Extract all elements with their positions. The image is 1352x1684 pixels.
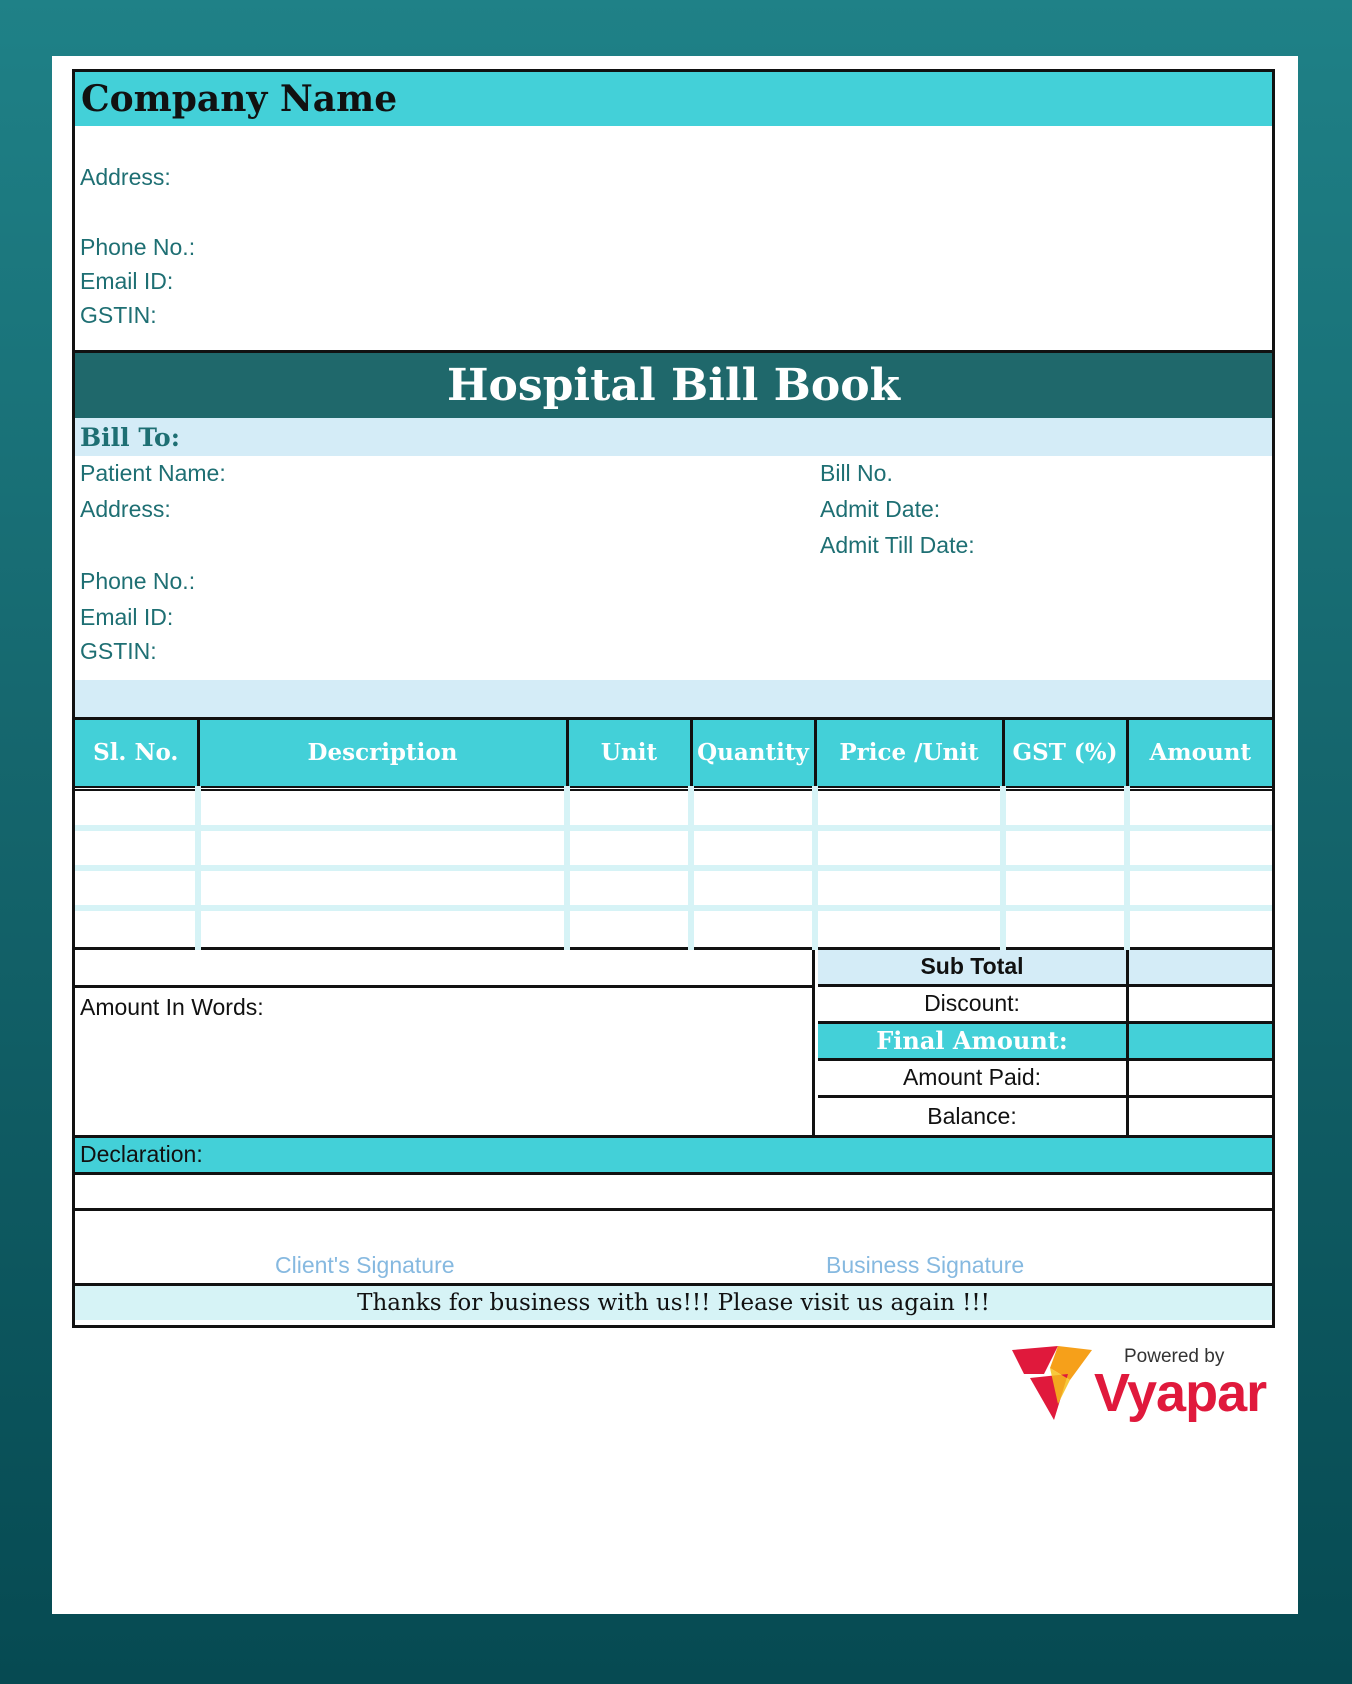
final-amount-label: Final Amount: bbox=[818, 1024, 1129, 1058]
declaration-field[interactable] bbox=[75, 1175, 1272, 1211]
balance-label: Balance: bbox=[818, 1098, 1129, 1135]
amount-paid-row bbox=[818, 1061, 1272, 1098]
company-phone-label: Phone No.: bbox=[80, 234, 196, 260]
bill-to-heading: Bill To: bbox=[75, 418, 1272, 456]
sub-total-label: Sub Total bbox=[818, 950, 1129, 984]
balance-value[interactable] bbox=[1129, 1098, 1272, 1135]
discount-value[interactable] bbox=[1129, 987, 1272, 1021]
table-cell[interactable] bbox=[1003, 788, 1127, 828]
amount-in-words-label: Amount In Words: bbox=[80, 993, 264, 1020]
summary-table bbox=[818, 950, 1272, 1135]
document-title: Hospital Bill Book bbox=[75, 350, 1272, 418]
admit-till-date-label: Admit Till Date: bbox=[820, 532, 975, 558]
table-row bbox=[75, 788, 1272, 828]
table-cell[interactable] bbox=[198, 908, 567, 948]
sub-total-value[interactable] bbox=[1129, 950, 1272, 984]
table-cell[interactable] bbox=[567, 788, 691, 828]
patient-email-label: Email ID: bbox=[80, 604, 174, 630]
col-unit: Unit bbox=[567, 720, 691, 788]
company-gstin-label: GSTIN: bbox=[80, 302, 157, 328]
table-cell[interactable] bbox=[1127, 788, 1272, 828]
amount-paid-label: Amount Paid: bbox=[818, 1061, 1129, 1095]
table-cell[interactable] bbox=[1003, 908, 1127, 948]
vyapar-brand: Vyapar bbox=[1094, 1363, 1267, 1423]
signature-area bbox=[75, 1211, 1272, 1286]
table-row bbox=[75, 868, 1272, 908]
table-cell[interactable] bbox=[1003, 828, 1127, 868]
table-cell[interactable] bbox=[691, 908, 815, 948]
words-blank-row bbox=[75, 950, 812, 988]
col-description: Description bbox=[198, 720, 567, 788]
admit-date-label: Admit Date: bbox=[820, 496, 941, 522]
bill-to-details bbox=[75, 456, 1272, 680]
powered-by-text: Powered by bbox=[1124, 1346, 1225, 1367]
table-cell[interactable] bbox=[75, 908, 198, 948]
table-cell[interactable] bbox=[691, 868, 815, 908]
table-row bbox=[75, 908, 1272, 948]
patient-phone-label: Phone No.: bbox=[80, 568, 196, 594]
bill-no-label: Bill No. bbox=[820, 460, 893, 486]
table-cell[interactable] bbox=[691, 788, 815, 828]
table-cell[interactable] bbox=[198, 828, 567, 868]
items-table bbox=[75, 720, 1272, 950]
items-header-row bbox=[75, 720, 1272, 788]
business-signature-label: Business Signature bbox=[826, 1251, 1025, 1278]
discount-label: Discount: bbox=[818, 987, 1129, 1021]
amount-paid-value[interactable] bbox=[1129, 1061, 1272, 1095]
col-sl-no: Sl. No. bbox=[75, 720, 198, 788]
invoice-page bbox=[52, 56, 1298, 1614]
final-amount-value[interactable] bbox=[1129, 1024, 1272, 1058]
table-cell[interactable] bbox=[815, 908, 1003, 948]
company-name: Company Name bbox=[75, 72, 1272, 126]
table-cell[interactable] bbox=[567, 868, 691, 908]
table-cell[interactable] bbox=[198, 788, 567, 828]
col-price-unit: Price /Unit bbox=[815, 720, 1003, 788]
table-cell[interactable] bbox=[815, 828, 1003, 868]
sub-total-row bbox=[818, 950, 1272, 987]
patient-address-label: Address: bbox=[80, 496, 171, 522]
table-cell[interactable] bbox=[75, 868, 198, 908]
table-cell[interactable] bbox=[691, 828, 815, 868]
table-cell[interactable] bbox=[75, 788, 198, 828]
table-cell[interactable] bbox=[815, 868, 1003, 908]
table-cell[interactable] bbox=[1127, 908, 1272, 948]
table-cell[interactable] bbox=[1127, 828, 1272, 868]
vyapar-mark-icon bbox=[1010, 1344, 1094, 1422]
table-cell[interactable] bbox=[75, 828, 198, 868]
patient-name-label: Patient Name: bbox=[80, 460, 226, 486]
col-amount: Amount bbox=[1127, 720, 1272, 788]
col-gst: GST (%) bbox=[1003, 720, 1127, 788]
balance-row bbox=[818, 1098, 1272, 1135]
amount-in-words-area bbox=[75, 950, 815, 1135]
spacer-band bbox=[75, 680, 1272, 720]
final-amount-row bbox=[818, 1024, 1272, 1061]
table-cell[interactable] bbox=[1127, 868, 1272, 908]
table-row bbox=[75, 828, 1272, 868]
company-details bbox=[75, 126, 1272, 350]
patient-gstin-label: GSTIN: bbox=[80, 638, 157, 664]
table-cell[interactable] bbox=[1003, 868, 1127, 908]
thanks-message: Thanks for business with us!!! Please visit us again !!! bbox=[75, 1286, 1272, 1320]
col-quantity: Quantity bbox=[691, 720, 815, 788]
discount-row bbox=[818, 987, 1272, 1024]
company-address-label: Address: bbox=[80, 164, 171, 190]
table-cell[interactable] bbox=[567, 908, 691, 948]
table-cell[interactable] bbox=[198, 868, 567, 908]
declaration-label: Declaration: bbox=[75, 1138, 1272, 1175]
vyapar-logo bbox=[1010, 1344, 1270, 1424]
company-email-label: Email ID: bbox=[80, 268, 174, 294]
totals-section bbox=[75, 950, 1272, 1138]
bill-sheet bbox=[72, 69, 1275, 1328]
client-signature-label: Client's Signature bbox=[275, 1251, 455, 1278]
table-cell[interactable] bbox=[815, 788, 1003, 828]
table-cell[interactable] bbox=[567, 828, 691, 868]
